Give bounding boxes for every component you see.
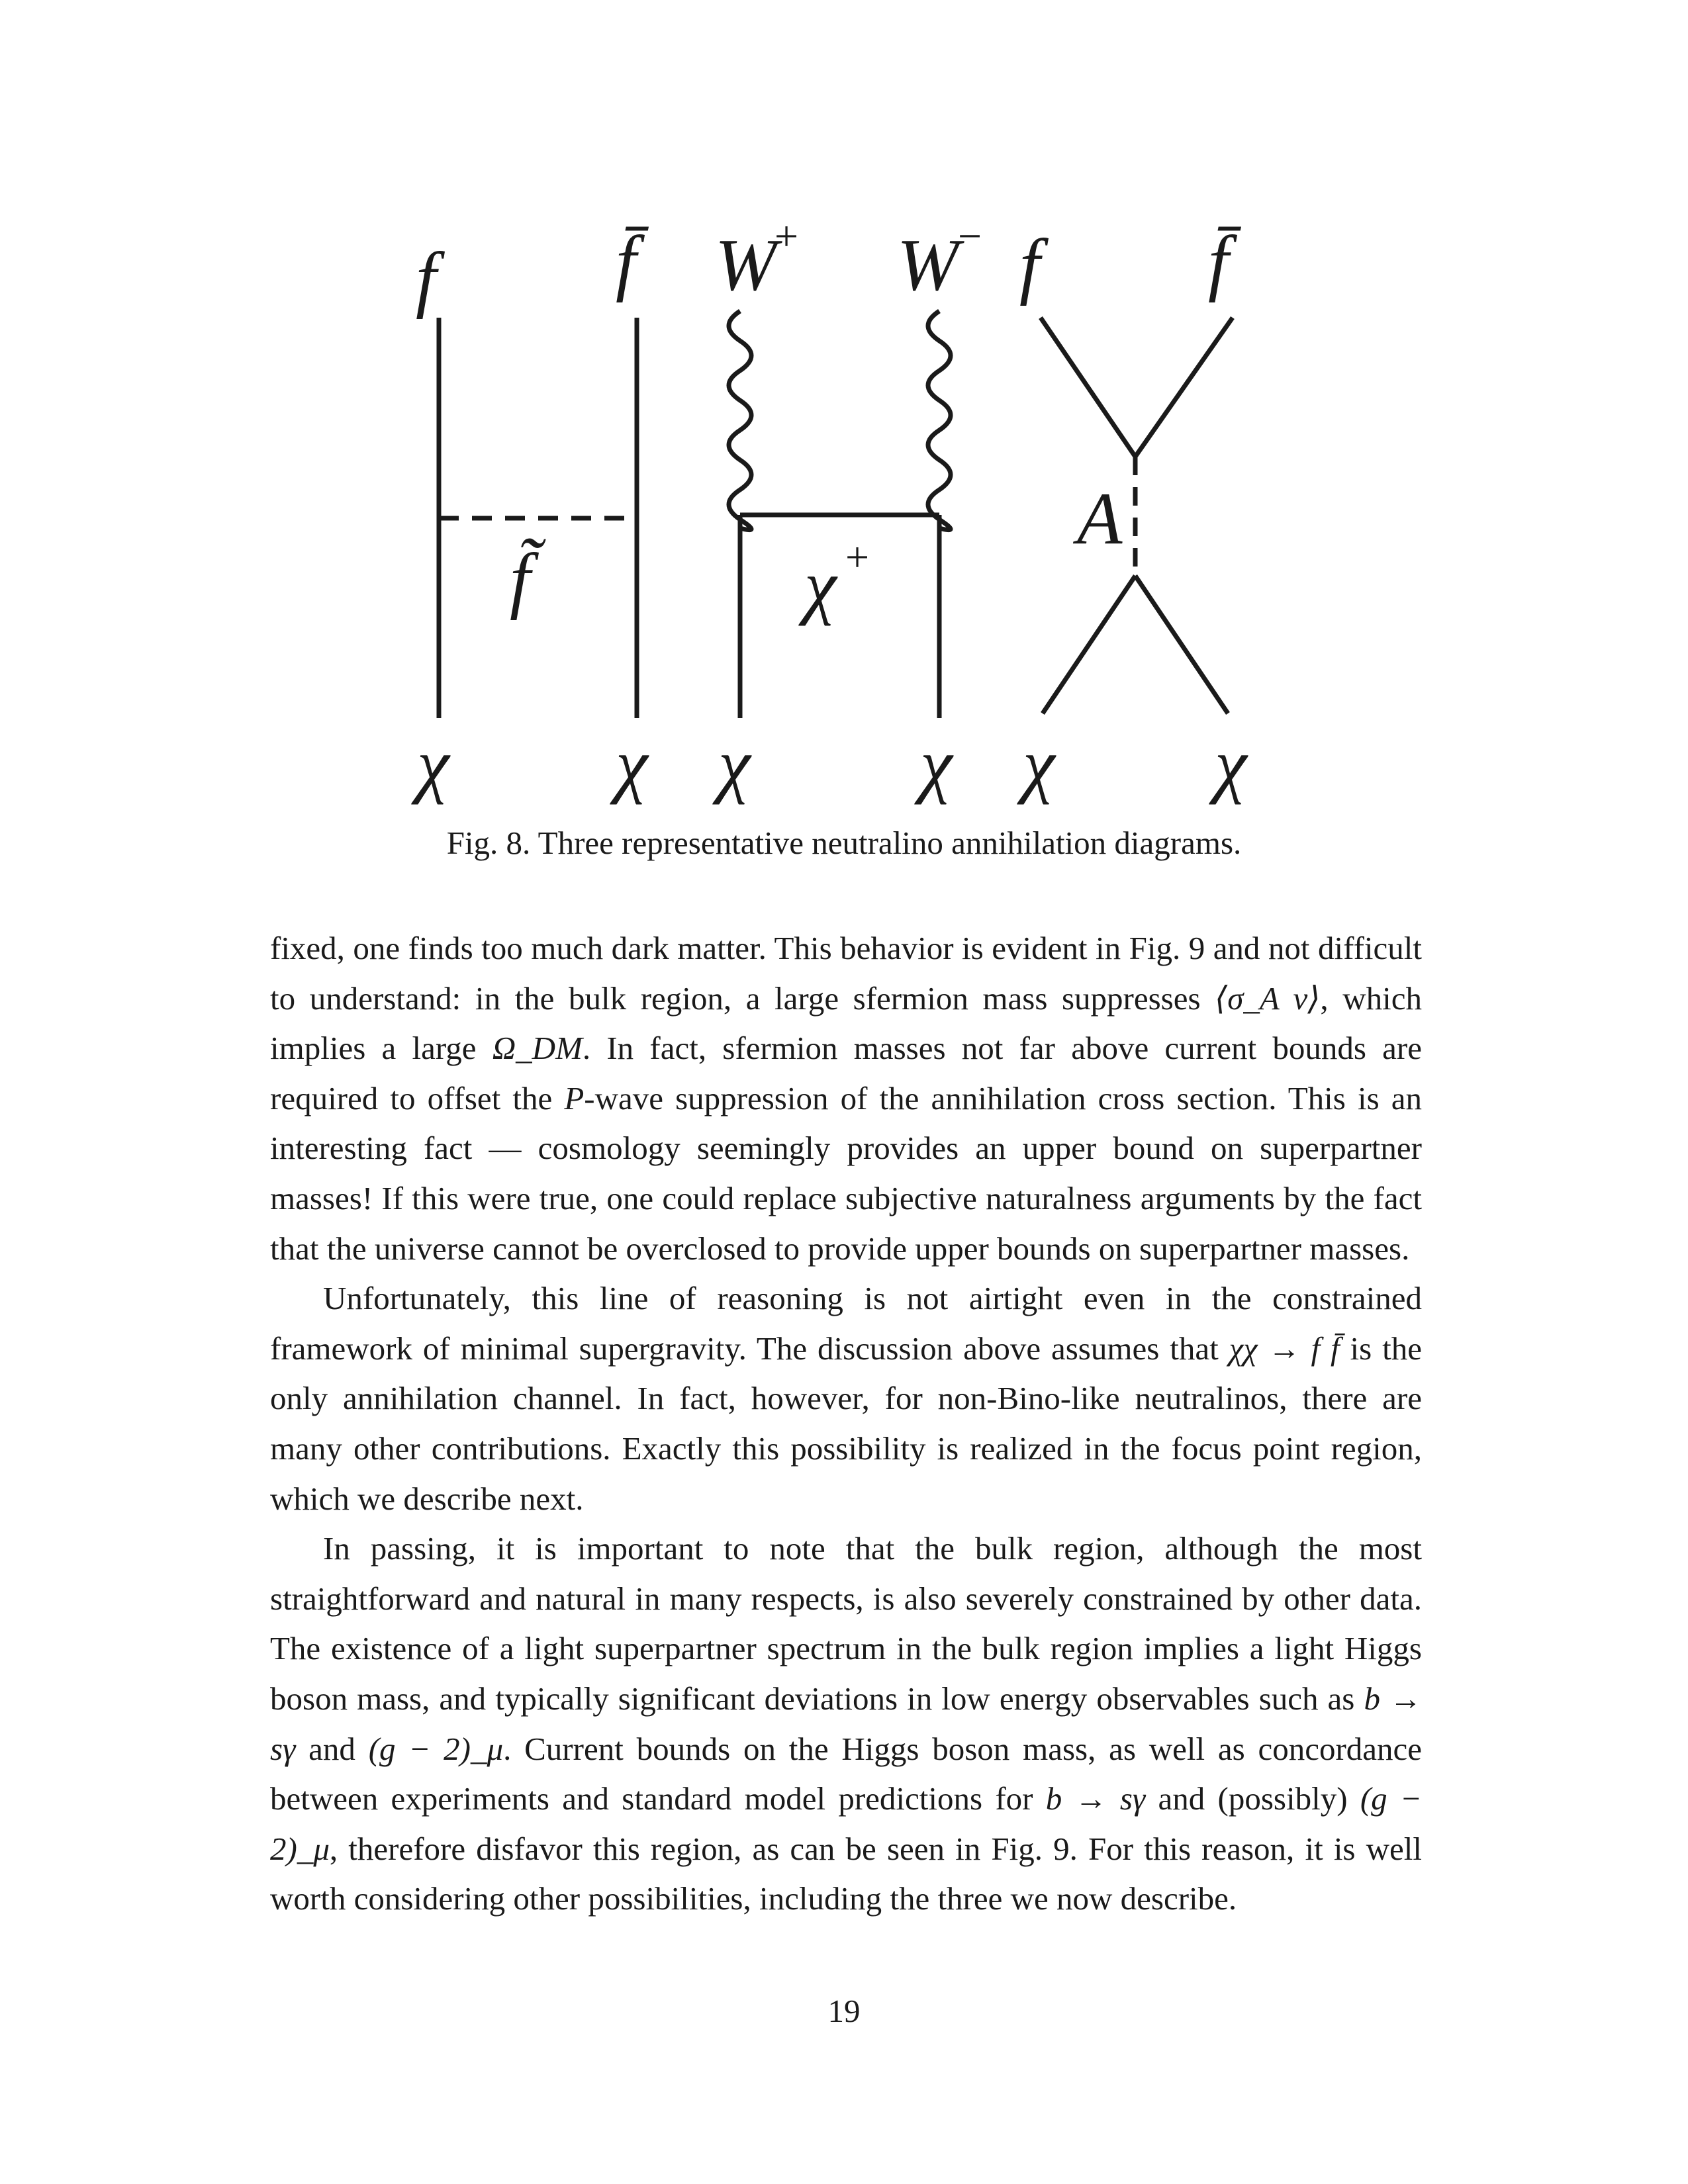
math-inline: b → sγ	[270, 1680, 1422, 1767]
fermion-out-left	[1041, 318, 1135, 457]
label-chi-2-left: χ	[718, 724, 751, 805]
label-chi-3-right: χ	[1215, 724, 1247, 805]
math-inline: Ω_DM	[492, 1030, 583, 1067]
math-inline: χχ → f f̄	[1229, 1330, 1340, 1367]
label-w-plus: W +	[715, 212, 799, 306]
math-inline: (g − 2)_μ	[270, 1780, 1422, 1867]
label-pseudoscalar-a: A	[1077, 478, 1123, 560]
math-inline: b → sγ	[1045, 1780, 1146, 1817]
math-inline: (g − 2)_μ	[368, 1730, 504, 1767]
text-run: , therefore disfavor this region, as can be seen in Fig. 9. For this reason, it is well worth considering other possibilities, including the three we now describe.	[270, 1830, 1422, 1917]
label-fbar-top-3: f̄	[1208, 221, 1229, 303]
text-run: -wave suppression of the annihilation cross section. This is an interesting fact — cosmology seemingly provides an upper bound on superpartner masses! If this were true, one could replace subjective naturalness arguments by the fact that the universe cannot be overclosed to provide upper bounds on superpartner masses.	[270, 1079, 1422, 1267]
label-sfermion: f̃	[510, 539, 531, 621]
label-fbar-top: f̄	[616, 221, 637, 303]
diagram-lines	[0, 0, 1688, 807]
text-run: , which implies a large	[270, 979, 1422, 1067]
text-run: In passing, it is important to note that the bulk region, although the most straightforward and natural in many respects, is also severely constrained by other data. The existence of a light superpartner spectrum in the bulk region implies a light Higgs boson mass, and typically significant deviations in low energy observables such as	[270, 1530, 1422, 1717]
label-chi-3-left: χ	[1023, 724, 1055, 805]
neutralino-in-right	[1135, 576, 1228, 713]
body-text	[270, 923, 1422, 1924]
paragraph	[270, 1524, 1422, 1924]
w-plus-wavy-line	[729, 311, 751, 530]
text-run: and (possibly)	[1145, 1780, 1360, 1817]
text-run: and	[295, 1730, 369, 1767]
label-f-top-3: f	[1019, 224, 1041, 306]
text-run: fixed, one finds too much dark matter. This behavior is evident in Fig. 9 and not difficult to understand: in the bulk region, a large sfermion mass suppresses	[270, 930, 1422, 1017]
label-chi-1-right: χ	[616, 724, 648, 805]
label-f-top-left: f	[416, 238, 437, 320]
page-number: 19	[827, 1993, 861, 2029]
figure-caption: Fig. 8. Three representative neutralino annihilation diagrams.	[446, 825, 1242, 861]
label-w-minus: W −	[897, 212, 982, 306]
text-run: Unfortunately, this line of reasoning is not airtight even in the constrained framework of minimal supergravity. The discussion above assumes that	[270, 1280, 1422, 1367]
text-run: . Current bounds on the Higgs boson mass, as well as concordance between experiments and standard model predictions for	[270, 1730, 1423, 1817]
w-minus-wavy-line	[928, 311, 951, 530]
text-run: is the only annihilation channel. In fact, however, for non-Bino-like neutralinos, there are many other contributions. Exactly this possibility is realized in the focus point region, which we describe next.	[270, 1330, 1423, 1517]
paragraph	[270, 923, 1422, 1273]
text-run: . In fact, sfermion masses not far above current bounds are required to offset the	[270, 1030, 1422, 1116]
label-chi-2-right: χ	[920, 724, 953, 805]
math-inline: ⟨σ_A v⟩	[1215, 979, 1321, 1017]
feynman-diagrams-figure	[0, 0, 1688, 807]
fermion-out-right	[1135, 318, 1233, 457]
label-chargino: χ +	[804, 533, 870, 626]
neutralino-in-left	[1043, 576, 1135, 713]
math-inline: P	[564, 1079, 585, 1116]
label-chi-1-left: χ	[417, 724, 449, 805]
paragraph	[270, 1273, 1422, 1524]
